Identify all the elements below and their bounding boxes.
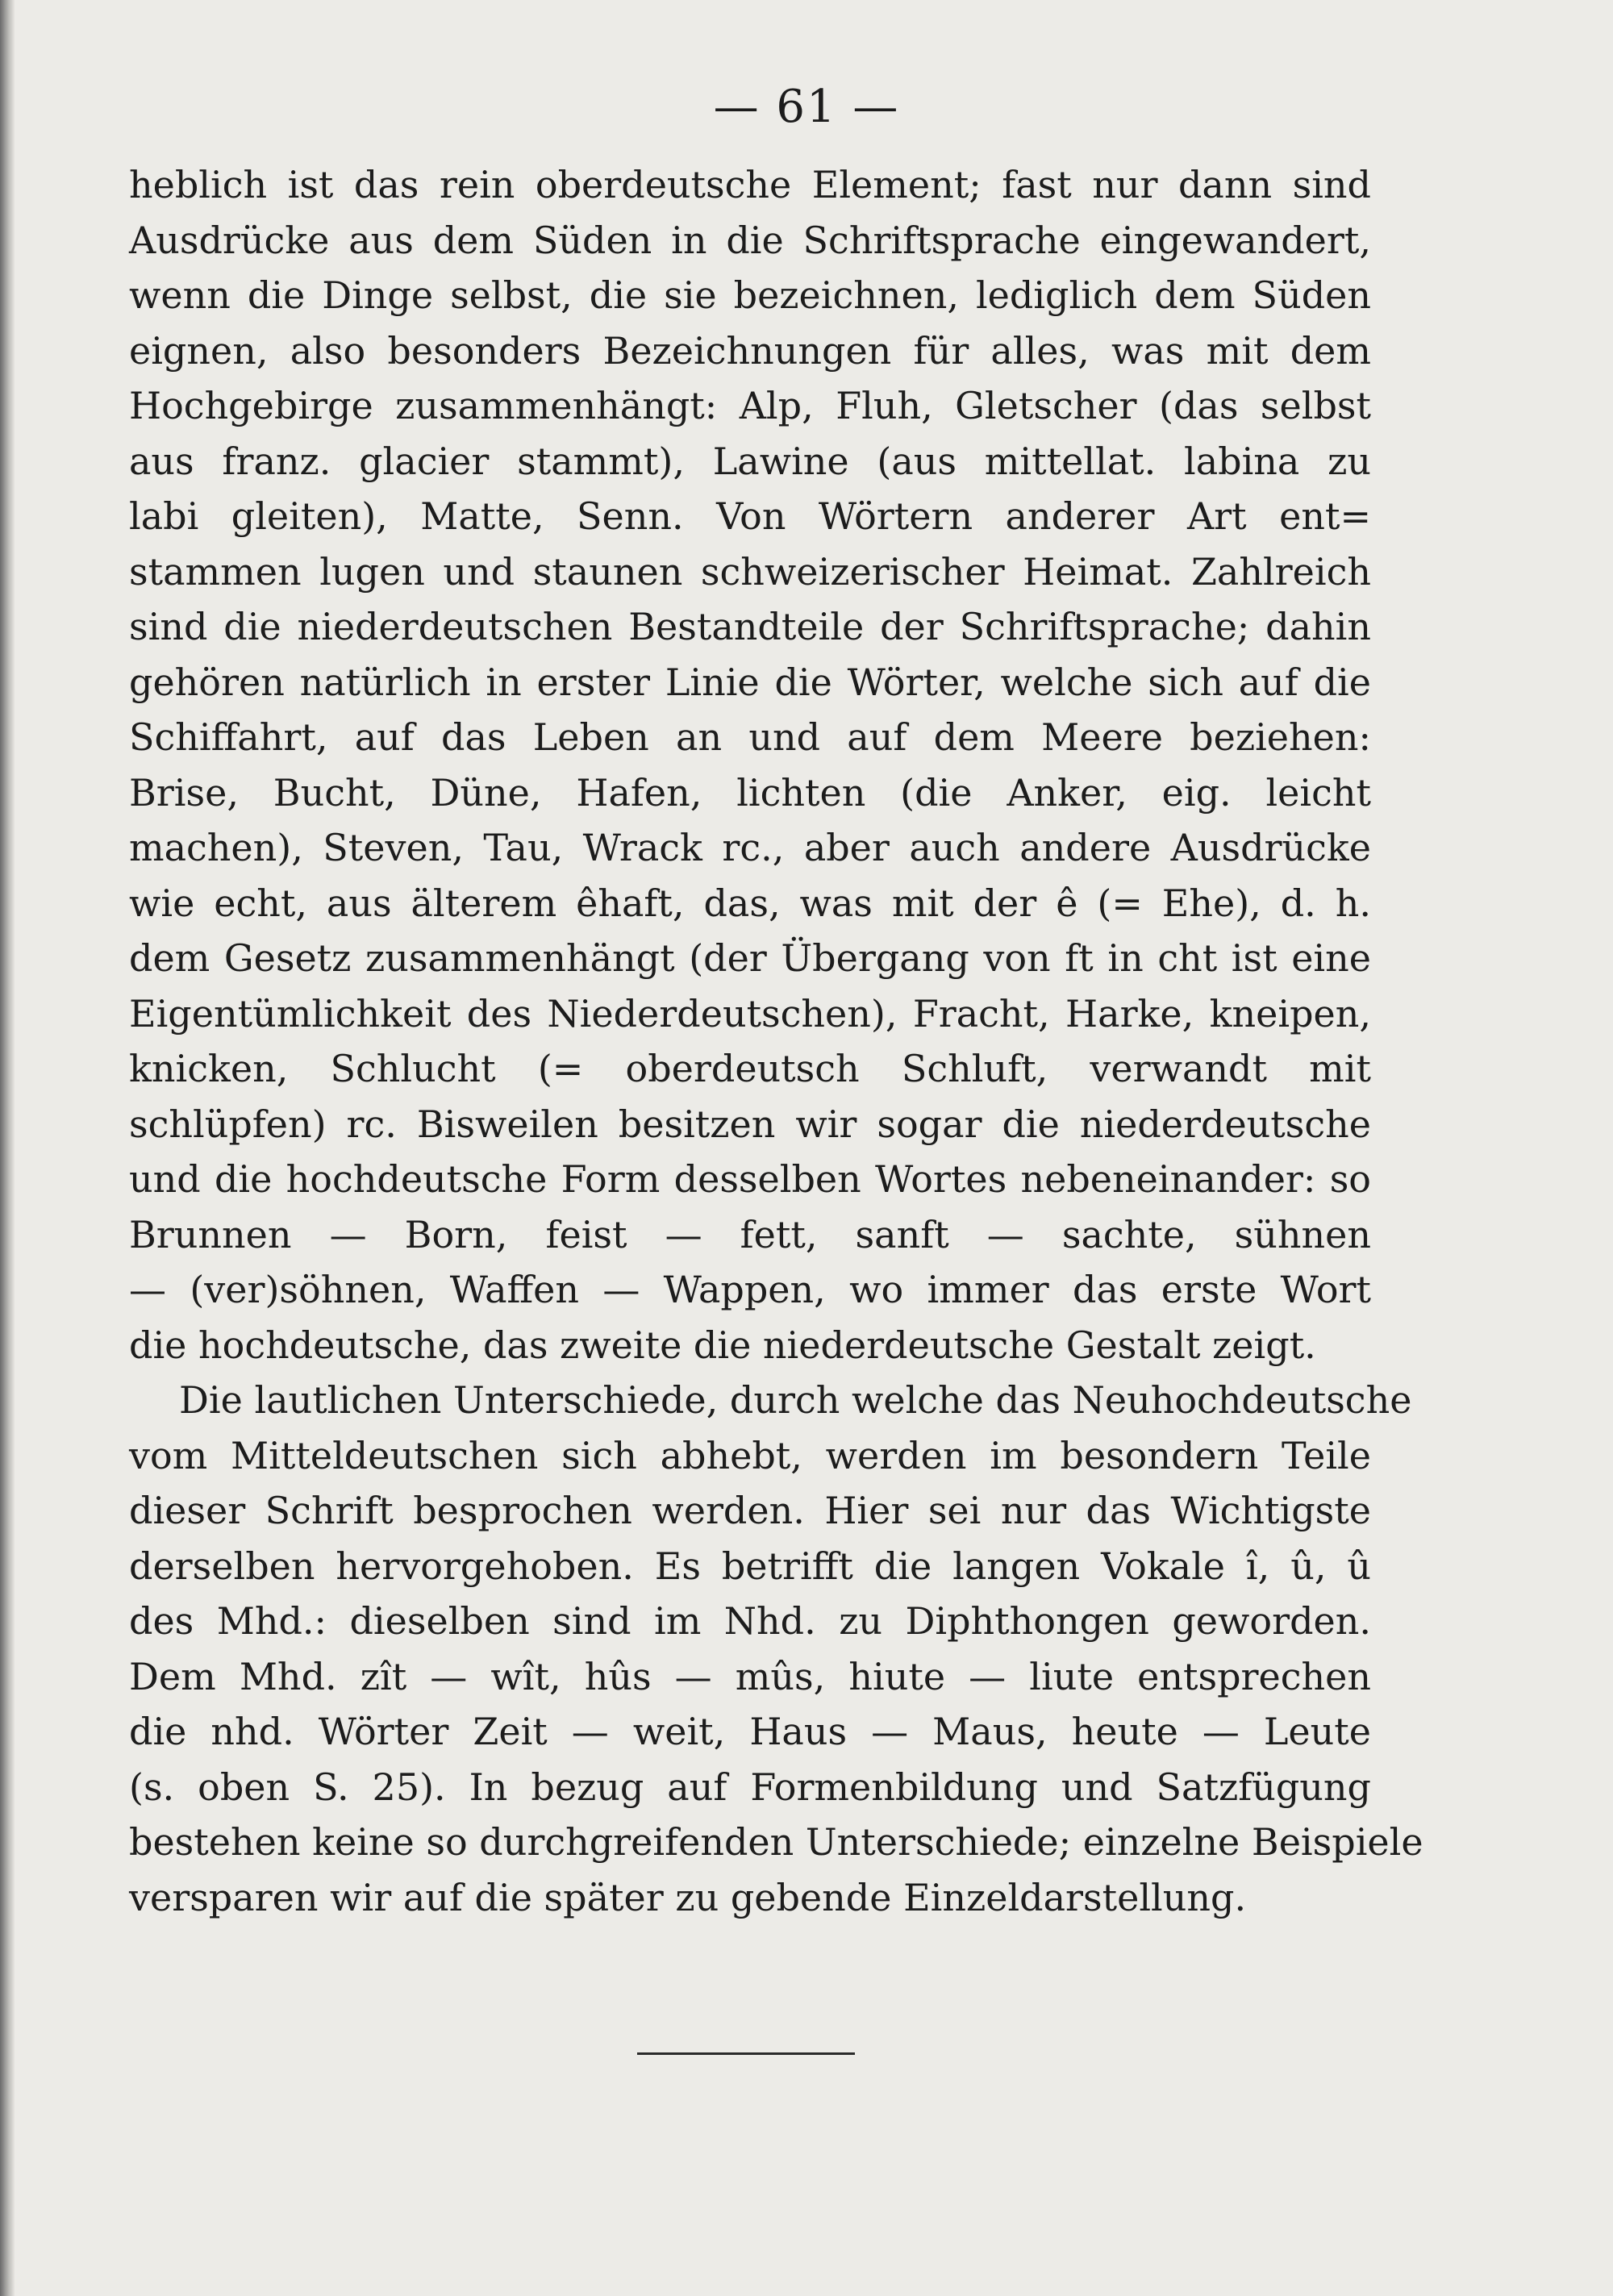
text-line: gehören natürlich in erster Linie die Wörter, welche sich auf die — [129, 660, 1371, 704]
text-line: Hochgebirge zusammenhängt: Alp, Fluh, Gletscher (das selbst — [129, 384, 1371, 427]
body-text — [129, 157, 1423, 1925]
text-line: eignen, also besonders Bezeichnungen für alles, was mit dem — [129, 328, 1371, 373]
text-line: und die hochdeutsche Form desselben Wortes nebeneinander: so — [129, 1157, 1371, 1201]
text-line: (s. oben S. 25). In bezug auf Formenbildung und Satzfügung — [129, 1765, 1371, 1809]
text-line: labi gleiten), Matte, Senn. Von Wörtern anderer Art ent= — [129, 494, 1371, 538]
page-gutter-shadow — [0, 0, 15, 2296]
text-line: dieser Schrift besprochen werden. Hier sei nur das Wichtigste — [129, 1489, 1371, 1532]
page-number: — 61 — — [713, 81, 900, 133]
text-line: machen), Steven, Tau, Wrack rc., aber auch andere Ausdrücke — [129, 826, 1371, 869]
text-line: Brise, Bucht, Düne, Hafen, lichten (die Anker, eig. leicht — [129, 770, 1371, 815]
text-line: heblich ist das rein oberdeutsche Element; fast nur dann sind — [129, 163, 1371, 206]
text-line: wenn die Dinge selbst, die sie bezeichnen, lediglich dem Süden — [129, 273, 1371, 317]
text-line: Eigentümlichkeit des Niederdeutschen), Fracht, Harke, kneipen, — [129, 991, 1371, 1035]
text-line: aus franz. glacier stammt), Lawine (aus mittellat. labina zu — [129, 439, 1371, 483]
text-line: die hochdeutsche, das zweite die niederdeutsche Gestalt zeigt. — [129, 1323, 1316, 1367]
text-line: Schiffahrt, auf das Leben an und auf dem Meere beziehen: — [129, 715, 1371, 759]
text-line: die nhd. Wörter Zeit — weit, Haus — Maus, heute — Leute — [129, 1710, 1371, 1753]
text-line: sind die niederdeutschen Bestandteile der Schriftsprache; dahin — [129, 605, 1371, 648]
text-line: Ausdrücke aus dem Süden in die Schriftsprache eingewandert, — [129, 218, 1371, 262]
text-line: bestehen keine so durchgreifenden Unterschiede; einzelne Beispiele — [129, 1820, 1423, 1864]
text-line: — (ver)söhnen, Waffen — Wappen, wo immer das erste Wort — [129, 1268, 1371, 1311]
section-end-rule — [637, 2052, 855, 2055]
text-line: vom Mitteldeutschen sich abhebt, werden im besondern Teile — [129, 1433, 1371, 1477]
text-line: dem Gesetz zusammenhängt (der Übergang von ft in cht ist eine — [129, 936, 1371, 980]
text-line: Brunnen — Born, feist — fett, sanft — sachte, sühnen — [129, 1212, 1371, 1256]
text-line: derselben hervorgehoben. Es betrifft die langen Vokale î, û, û — [129, 1544, 1371, 1588]
text-line: Dem Mhd. zît — wît, hûs — mûs, hiute — liute entsprechen — [129, 1654, 1371, 1698]
text-line: knicken, Schlucht (= oberdeutsch Schluft, verwandt mit — [129, 1047, 1371, 1090]
text-line: schlüpfen) rc. Bisweilen besitzen wir sogar die niederdeutsche — [129, 1102, 1371, 1146]
text-line: Die lautlichen Unterschiede, durch welche das Neuhochdeutsche — [179, 1378, 1412, 1422]
text-line: versparen wir auf die später zu gebende Einzeldarstellung. — [129, 1875, 1247, 1919]
text-line: wie echt, aus älterem êhaft, das, was mit der ê (= Ehe), d. h. — [129, 881, 1371, 925]
text-line: des Mhd.: dieselben sind im Nhd. zu Diphthongen geworden. — [129, 1599, 1371, 1643]
text-line: stammen lugen und staunen schweizerischer Heimat. Zahlreich — [129, 549, 1371, 594]
